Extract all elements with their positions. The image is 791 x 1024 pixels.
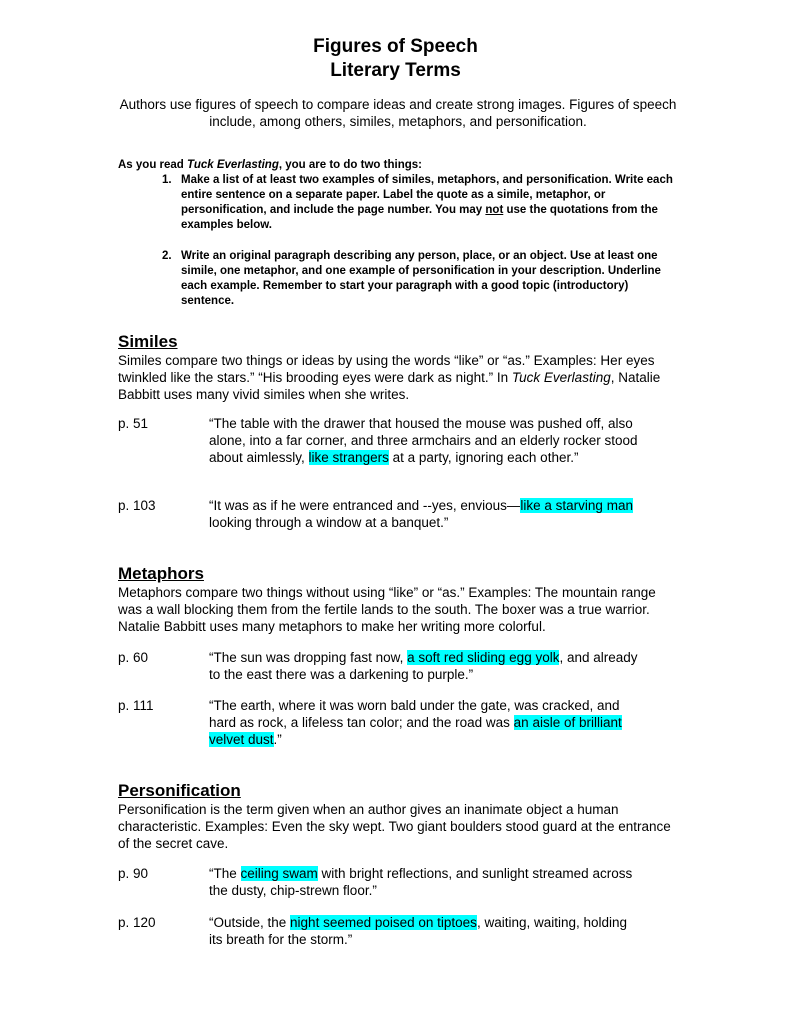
instructions-block bbox=[118, 158, 683, 309]
metaphors-heading: Metaphors bbox=[118, 564, 204, 583]
quote: “The sun was dropping fast now, a soft red sliding egg yolk, and already to the east there was a darkening to purple.” bbox=[209, 650, 638, 682]
page-ref: p. 90 bbox=[118, 866, 149, 881]
instructions-list bbox=[118, 173, 683, 309]
similes-description: Similes compare two things or ideas by using the words “like” or “as.” Examples: Her eyes twinkled like the stars.” “His brooding eyes were dark as night.” In Tuck Everlasting, Natalie Babbitt uses many vivid similes when she writes. bbox=[118, 353, 661, 402]
quote: “The earth, where it was worn bald under the gate, was cracked, and hard as rock, a lifeless tan color; and the road was an aisle of brilliant velvet dust.” bbox=[209, 698, 622, 747]
metaphors-section bbox=[118, 564, 678, 635]
page-ref: p. 120 bbox=[118, 915, 156, 930]
quote: “Outside, the night seemed poised on tiptoes, waiting, waiting, holding its breath for the storm.” bbox=[209, 915, 628, 947]
page-ref: p. 111 bbox=[118, 698, 154, 713]
similes-section bbox=[118, 332, 678, 403]
highlighted-phrase: a soft red sliding egg yolk bbox=[407, 650, 560, 665]
underlined-not: not bbox=[485, 204, 504, 216]
intro-paragraph: Authors use figures of speech to compare ideas and create strong images. Figures of speech include, among others, similes, metaphors, and personification. bbox=[119, 97, 677, 129]
similes-heading: Similes bbox=[118, 332, 178, 351]
highlighted-phrase: like strangers bbox=[308, 450, 389, 465]
page-ref: p. 51 bbox=[118, 416, 149, 431]
highlighted-phrase: like a starving man bbox=[520, 498, 633, 513]
quote: “It was as if he were entranced and --yes, envious—like a starving man looking through a window at a banquet.” bbox=[209, 498, 633, 530]
highlighted-phrase: ceiling swam bbox=[240, 866, 318, 881]
book-title: Tuck Everlasting bbox=[187, 159, 279, 171]
instructions-lead: As you read Tuck Everlasting, you are to do two things: bbox=[118, 159, 422, 171]
metaphors-description: Metaphors compare two things without using “like” or “as.” Examples: The mountain range was a wall blocking them from the fertile lands to the south. The boxer was a true warrior. Natalie Babbitt uses many metaphors to make her writing more colorful. bbox=[118, 585, 656, 634]
personification-section bbox=[118, 781, 678, 852]
instruction-item-2: 2. Write an original paragraph describing any person, place, or an object. Use at least one simile, one metaphor, and one example of personification in your description. Underline each example. Remember to start your paragraph with a good topic (introductory) sentence. bbox=[162, 250, 661, 307]
page-ref: p. 60 bbox=[118, 650, 149, 665]
personification-description: Personification is the term given when an author gives an inanimate object a human characteristic. Examples: Even the sky wept. Two giant boulders stood guard at the entrance of the secret cave. bbox=[118, 802, 671, 851]
personification-heading: Personification bbox=[118, 781, 241, 800]
highlighted-phrase: night seemed poised on tiptoes bbox=[290, 915, 477, 930]
highlighted-phrase: an aisle of brilliant velvet dust bbox=[209, 715, 622, 747]
book-title: Tuck Everlasting bbox=[511, 370, 611, 385]
instruction-item-1: 1. Make a list of at least two examples of similes, metaphors, and personification. Write each entire sentence on a separate paper. Label the quote as a simile, metaphor, or personification, and include the page number. You may not use the quotations from the examples below. bbox=[162, 174, 673, 231]
page-subtitle: Literary Terms bbox=[330, 60, 461, 81]
quote: “The table with the drawer that housed the mouse was pushed off, also alone, into a far corner, and three armchairs and an elderly rocker stood about aimlessly, like strangers at a party, ignoring each other.” bbox=[209, 416, 638, 465]
page-title: Figures of Speech bbox=[313, 36, 478, 57]
page-ref: p. 103 bbox=[118, 498, 156, 513]
quote: “The ceiling swam with bright reflections, and sunlight streamed across the dusty, chip-strewn floor.” bbox=[209, 866, 633, 898]
